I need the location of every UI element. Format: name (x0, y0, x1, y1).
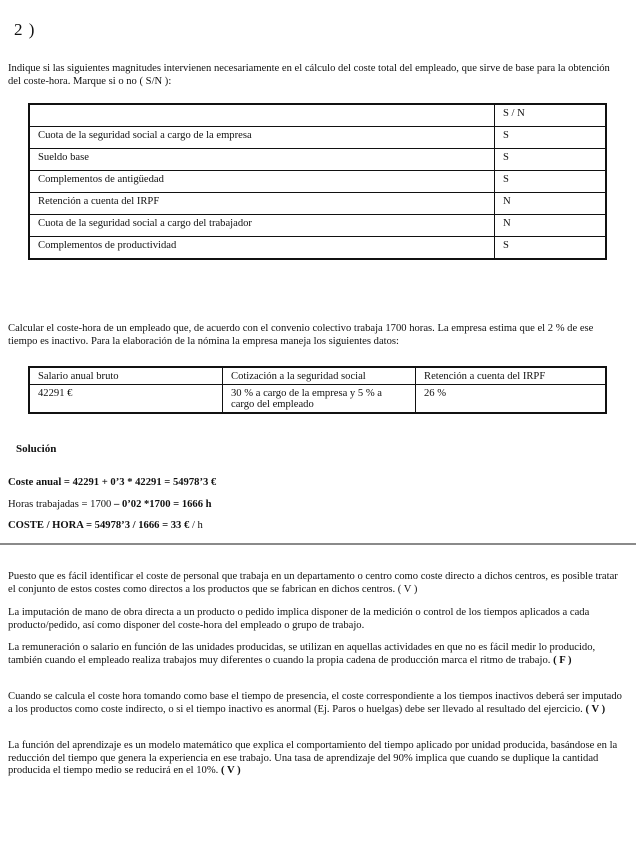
question-number: 2 ) (14, 20, 36, 39)
table-header-row (29, 367, 606, 385)
row-label: Cuota de la seguridad social a cargo del trabajador (29, 215, 495, 237)
statement-answer: ( F ) (553, 654, 572, 666)
calc-cost-per-hour-suffix: / h (189, 520, 203, 531)
statement-text: La remuneración o salario en función de las unidades producidas, se utilizan en aquellas actividades en que no es fácil medir lo producido, también cuando el empleado realiza trabajos muy diferentes o cuando la propia cadena de producción marca el ritmo de trabajo. (8, 642, 596, 666)
row-value: S (495, 237, 607, 260)
table-header-sn: S / N (495, 104, 607, 127)
statement-paragraph (8, 642, 628, 667)
solution-title: Solución (16, 443, 57, 455)
calc-annual-cost-text: Coste anual = 42291 + 0’3 * 42291 = 54978’3 € (8, 477, 217, 488)
row-value: N (495, 215, 607, 237)
header-social-security: Cotización a la seguridad social (223, 367, 416, 385)
row-value: S (495, 149, 607, 171)
header-salary: Salario anual bruto (29, 367, 223, 385)
header-irpf: Retención a cuenta del IRPF (416, 367, 607, 385)
statement-answer: ( V ) (220, 765, 241, 777)
calc-cost-per-hour (8, 520, 203, 531)
table-row (29, 149, 606, 171)
table-row (29, 237, 606, 260)
row-label: Sueldo base (29, 149, 495, 171)
calc-cost-per-hour-result: COSTE / HORA = 54978’3 / 1666 = 33 € (8, 520, 190, 531)
row-label: Retención a cuenta del IRPF (29, 193, 495, 215)
value-salary: 42291 € (29, 385, 223, 414)
payroll-data-table (28, 366, 607, 414)
statement-paragraph (8, 607, 628, 632)
row-value: N (495, 193, 607, 215)
row-value: S (495, 171, 607, 193)
calc-hours-prefix: Horas trabajadas = 1700 (8, 499, 114, 510)
statement-paragraph (8, 691, 628, 716)
row-label: Complementos de antigüedad (29, 171, 495, 193)
table-row (29, 127, 606, 149)
statement-paragraph (8, 571, 628, 596)
statement-text: La imputación de mano de obra directa a un producto o pedido implica disponer de la medición o control de los tiempos aplicados a cada producto/pedido, así como disponer del coste-hora del empleado o grupo de trabajo. (8, 607, 590, 631)
calc-hours-result: – 0’02 *1700 = 1666 h (114, 499, 212, 510)
table-row (29, 385, 606, 414)
row-label: Complementos de productividad (29, 237, 495, 260)
statement-answer: ( V ) (585, 703, 606, 715)
intro-text-2: Calcular el coste-hora de un empleado que, de acuerdo con el convenio colectivo trabaja 1700 horas. La empresa estima que el 2 % de ese tiempo es inactivo. Para la elaboración de la nómina la empresa maneja los siguientes datos: (8, 323, 594, 347)
statement-paragraph (8, 740, 628, 778)
statement-text: Puesto que es fácil identificar el coste de personal que trabaja en un departamento o centro como coste directo a dichos centros, es posible tratar el conjunto de estos costes como directos a los productos que se fabrican en dichos centros. ( V ) (8, 571, 618, 595)
value-social-security: 30 % a cargo de la empresa y 5 % a cargo del empleado (223, 385, 416, 414)
statement-text: La función del aprendizaje es un modelo matemático que explica el comportamiento del tiempo aplicado por unidad producida, basándose en la reducción del tiempo que genera la experiencia en ese trabajo. Una tasa de aprendizaje del 90% implica que cuando se duplique la cantidad producida el tiempo medio se reducirá en el 10%. (8, 740, 618, 777)
table-row (29, 171, 606, 193)
table-header-row (29, 104, 606, 127)
calc-hours (8, 499, 212, 510)
table-row (29, 215, 606, 237)
row-label: Cuota de la seguridad social a cargo de la empresa (29, 127, 495, 149)
intro-text-1: Indique si las siguientes magnitudes intervienen necesariamente en el cálculo del coste total del empleado, que sirve de base para la obtención del coste-hora. Marque si o no ( S/N ): (8, 63, 610, 87)
statement-text: Cuando se calcula el coste hora tomando como base el tiempo de presencia, el coste correspondiente a los tiempos inactivos deberá ser imputado a los productos como coste indirecto, o si el tiempo inactivo es anormal (Ej. Paros o huelgas) debe ser llevado al resultado del ejercicio. (8, 691, 622, 715)
magnitudes-table (28, 103, 607, 260)
table-header-empty (29, 104, 495, 127)
calc-annual-cost (8, 477, 216, 488)
value-irpf: 26 % (416, 385, 607, 414)
table-row (29, 193, 606, 215)
row-value: S (495, 127, 607, 149)
section-divider (0, 543, 636, 545)
